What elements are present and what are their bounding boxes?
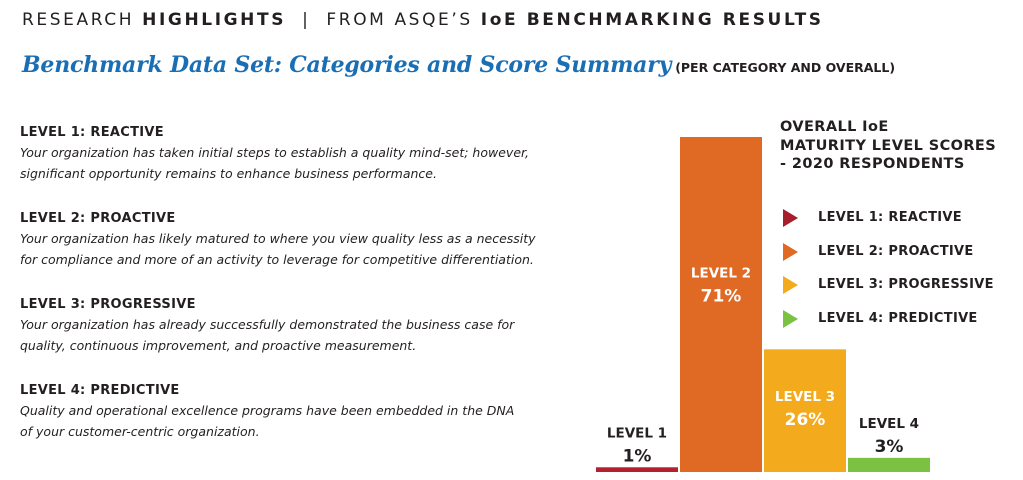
- level-1-desc-line-1: Your organization has taken initial steps to establish a quality mind-set; however,: [20, 145, 529, 160]
- level-4-desc-line-2: of your customer-centric organization.: [20, 424, 260, 439]
- chart-legend: [783, 209, 1013, 343]
- legend-item-level-3: [783, 276, 1013, 310]
- legend-triangle-icon: [783, 209, 798, 227]
- header-results: IoE BENCHMARKING RESULTS: [480, 10, 824, 30]
- bar-value-label: 26%: [784, 409, 826, 430]
- level-1-title: LEVEL 1: REACTIVE: [20, 125, 164, 140]
- legend-triangle-icon: [783, 243, 798, 261]
- legend-label: LEVEL 2: PROACTIVE: [818, 243, 974, 259]
- legend-label: LEVEL 3: PROGRESSIVE: [818, 277, 994, 292]
- bar-value-label: 3%: [874, 436, 904, 457]
- bar-category-label: LEVEL 3: [774, 388, 836, 405]
- bar-level-4: [848, 458, 930, 472]
- header-highlights: HIGHLIGHTS: [142, 10, 287, 30]
- chart-title-line-2: MATURITY LEVEL SCORES: [780, 137, 997, 154]
- chart-title-line-3: - 2020 RESPONDENTS: [780, 156, 965, 172]
- bar-level-1: [596, 467, 678, 472]
- bar-value-label: 1%: [622, 446, 652, 467]
- level-2-desc-line-1: Your organization has likely matured to where you view quality less as a necessity: [20, 231, 536, 246]
- legend-label: LEVEL 1: REACTIVE: [818, 210, 962, 225]
- header-research: RESEARCH: [22, 10, 143, 30]
- level-4-title: LEVEL 4: PREDICTIVE: [20, 383, 180, 398]
- level-3-desc-line-2: quality, continuous improvement, and proactive measurement.: [20, 338, 417, 353]
- bar-category-label: LEVEL 4: [858, 415, 920, 432]
- legend-label: LEVEL 4: PREDICTIVE: [818, 310, 978, 326]
- legend-triangle-icon: [783, 276, 798, 294]
- level-3-desc-line-1: Your organization has already successfully demonstrated the business case for: [20, 317, 515, 332]
- bar-category-label: LEVEL 1: [606, 425, 668, 442]
- legend-item-level-4: [783, 310, 1013, 344]
- level-1-desc-line-2: significant opportunity remains to enhance business performance.: [20, 166, 437, 181]
- title-sub: (PER CATEGORY AND OVERALL): [675, 60, 896, 75]
- level-4-desc-line-1: Quality and operational excellence programs have been embedded in the DNA: [20, 403, 515, 418]
- level-2-desc-line-2: for compliance and more of an activity to leverage for competitive differentiation.: [20, 252, 534, 267]
- legend-triangle-icon: [783, 310, 798, 328]
- title-main: Benchmark Data Set: Categories and Score Summary: [22, 52, 672, 78]
- level-2-title: LEVEL 2: PROACTIVE: [20, 211, 176, 226]
- legend-item-level-1: [783, 209, 1013, 243]
- legend-item-level-2: [783, 243, 1013, 277]
- chart-title: [780, 118, 1020, 174]
- bar-value-label: 71%: [700, 286, 742, 307]
- chart-title-line-1: OVERALL IoE: [780, 119, 889, 135]
- level-3-title: LEVEL 3: PROGRESSIVE: [20, 297, 196, 312]
- header-from: | FROM ASQE’S: [286, 10, 481, 30]
- bar-category-label: LEVEL 2: [690, 265, 752, 282]
